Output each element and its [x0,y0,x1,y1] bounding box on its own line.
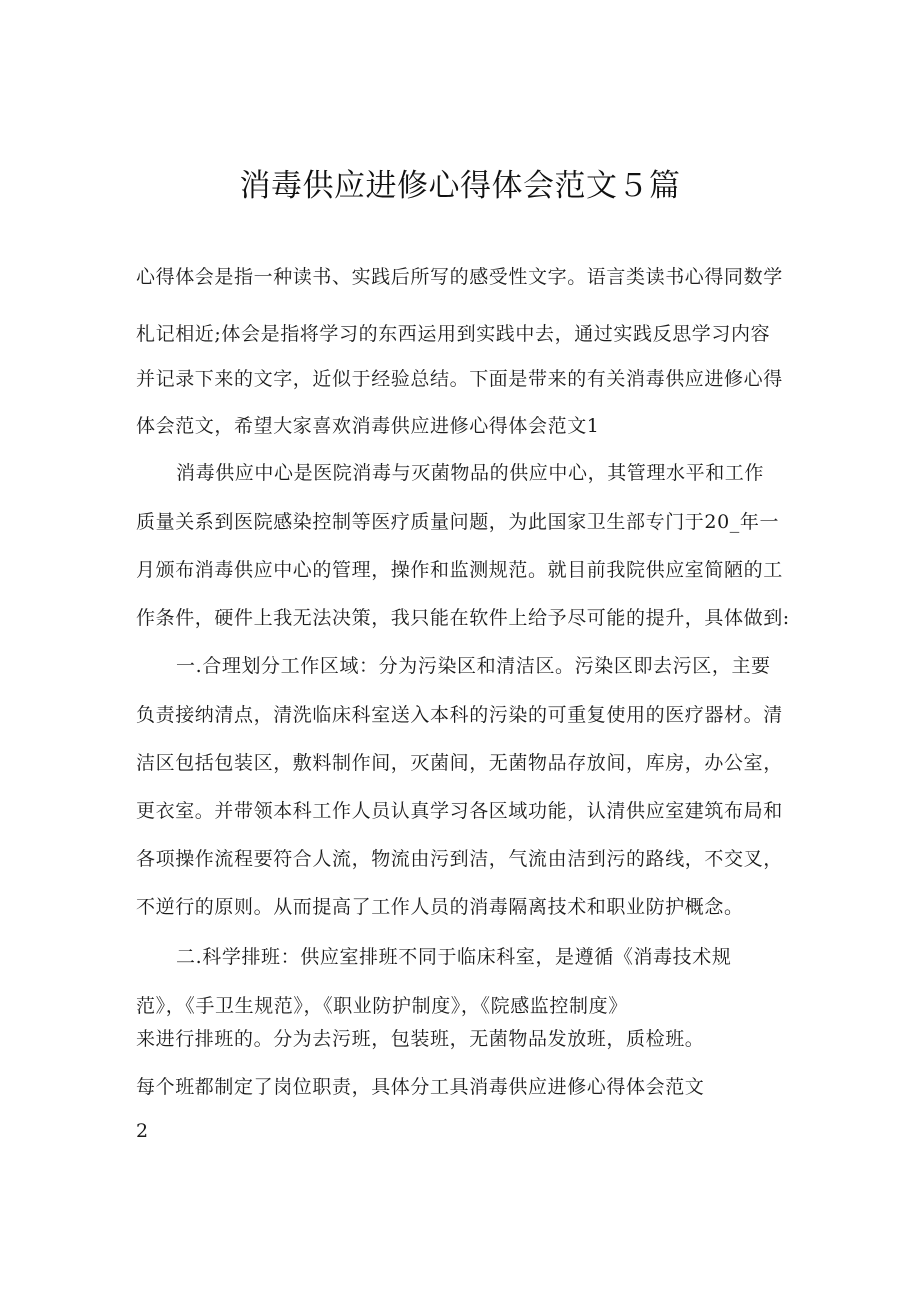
text-line: 质量关系到医院感染控制等医疗质量问题，为此国家卫生部专门于20_年一 [136,511,780,533]
text-line: 洁区包括包装区，敷料制作间，灭菌间，无菌物品存放间，库房，办公室， [136,752,783,774]
text-line: 体会范文，希望大家喜欢消毒供应进修心得体会范文1 [136,415,600,437]
text-line: 来进行排班的。分为去污班，包装班，无菌物品发放班，质检班。 [136,1028,705,1050]
document-title: 消毒供应进修心得体会范文５篇 [239,168,681,204]
text-line: 二.科学排班：供应室排班不同于临床科室，是遵循《消毒技术规 [176,946,732,968]
text-line: 作条件，硬件上我无法决策，我只能在软件上给予尽可能的提升，具体做到: [136,607,790,629]
text-line: 札记相近;体会是指将学习的东西运用到实践中去，通过实践反思学习内容 [136,323,771,345]
text-line: 各项操作流程要符合人流，物流由污到洁，气流由洁到污的路线，不交叉， [136,848,783,870]
text-line: 一.合理划分工作区域：分为污染区和清洁区。污染区即去污区，主要 [176,655,771,677]
text-line: 消毒供应中心是医院消毒与灭菌物品的供应中心，其管理水平和工作 [176,462,765,484]
text-line: 月颁布消毒供应中心的管理，操作和监测规范。就目前我院供应室简陋的工 [136,559,783,581]
text-line: 2 [136,1120,149,1142]
text-line: 不逆行的原则。从而提高了工作人员的消毒隔离技术和职业防护概念。 [136,896,744,918]
text-line: 范》，《手卫生规范》，《职业防护制度》，《院感监控制度》 [136,995,628,1017]
text-line: 负责接纳清点，清洗临床科室送入本科的污染的可重复使用的医疗器材。清 [136,704,783,726]
text-line: 更衣室。并带领本科工作人员认真学习各区域功能，认清供应室建筑布局和 [136,800,783,822]
text-line: 心得体会是指一种读书、实践后所写的感受性文字。语言类读书心得同数学 [136,266,783,288]
text-line: 并记录下来的文字，近似于经验总结。下面是带来的有关消毒供应进修心得 [136,368,783,390]
text-line: 每个班都制定了岗位职责，具体分工具消毒供应进修心得体会范文 [136,1076,705,1098]
